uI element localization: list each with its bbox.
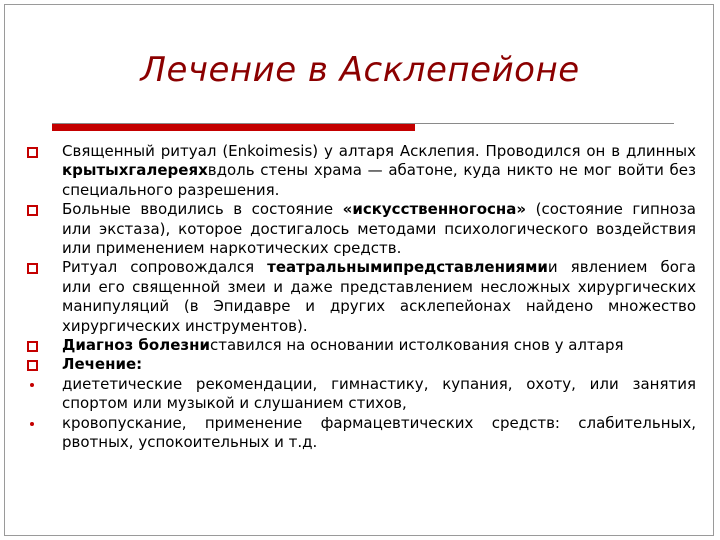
bullet-text: и явлением бога или его священной змеи и даже представлением несложных хирургических манипуляций (в Эпидавре и других асклепейонах найдено множество хирургических инструментов).	[62, 258, 696, 335]
sub-bullet-item-diet	[22, 375, 696, 414]
bullet-item-diagnosis	[22, 336, 696, 355]
bullet-bold-text: крытыхгалереях	[62, 161, 208, 180]
dot-bullet-icon	[30, 383, 34, 387]
bullet-bold-text: «искусственногосна»	[342, 200, 527, 219]
bullet-item-ritual	[22, 142, 696, 200]
sub-bullet-item-bloodletting	[22, 414, 696, 453]
bullet-text: Больные вводились в состояние	[62, 200, 343, 219]
bullet-text: Священный ритуал (Enkoimesis) у алтаря Асклепия. Проводился он в длинных	[62, 142, 696, 160]
bullet-bold-text: Лечение:	[62, 355, 143, 374]
bullet-text: вдоль стены храма — абатоне, куда никто не мог войти без специального разрешения.	[62, 161, 696, 199]
slide-title: Лечение в Асклепейоне	[140, 50, 580, 90]
bullet-item-treatment	[22, 355, 696, 374]
bullet-item-sleep	[22, 200, 696, 258]
square-bullet-icon	[27, 263, 38, 274]
bullet-list	[22, 142, 696, 453]
square-bullet-icon	[27, 341, 38, 352]
bullet-text: ставился на основании истолкования снов у алтаря	[209, 336, 624, 355]
bullet-text: Ритуал сопровождался	[62, 258, 268, 277]
bullet-text: диететические рекомендации, гимнастику, купания, охоту, или занятия спортом или музыкой и слушанием стихов,	[62, 374, 696, 413]
title-accent-bar	[52, 124, 415, 131]
bullet-text: (состояние гипноза или экстаза), которое достигалось методами психологического воздействия или применением наркотических средств.	[62, 200, 697, 258]
dot-bullet-icon	[30, 422, 34, 426]
bullet-bold-text: Диагноз болезни	[62, 336, 210, 355]
bullet-text: кровопускание, применение фармацевтических средств: слабительных, рвотных, успокоительных и т.д.	[62, 413, 696, 452]
bullet-item-performances	[22, 258, 696, 336]
square-bullet-icon	[27, 147, 38, 158]
bullet-bold-text: театральнымипредставлениями	[267, 258, 548, 277]
square-bullet-icon	[27, 360, 38, 371]
square-bullet-icon	[27, 205, 38, 216]
